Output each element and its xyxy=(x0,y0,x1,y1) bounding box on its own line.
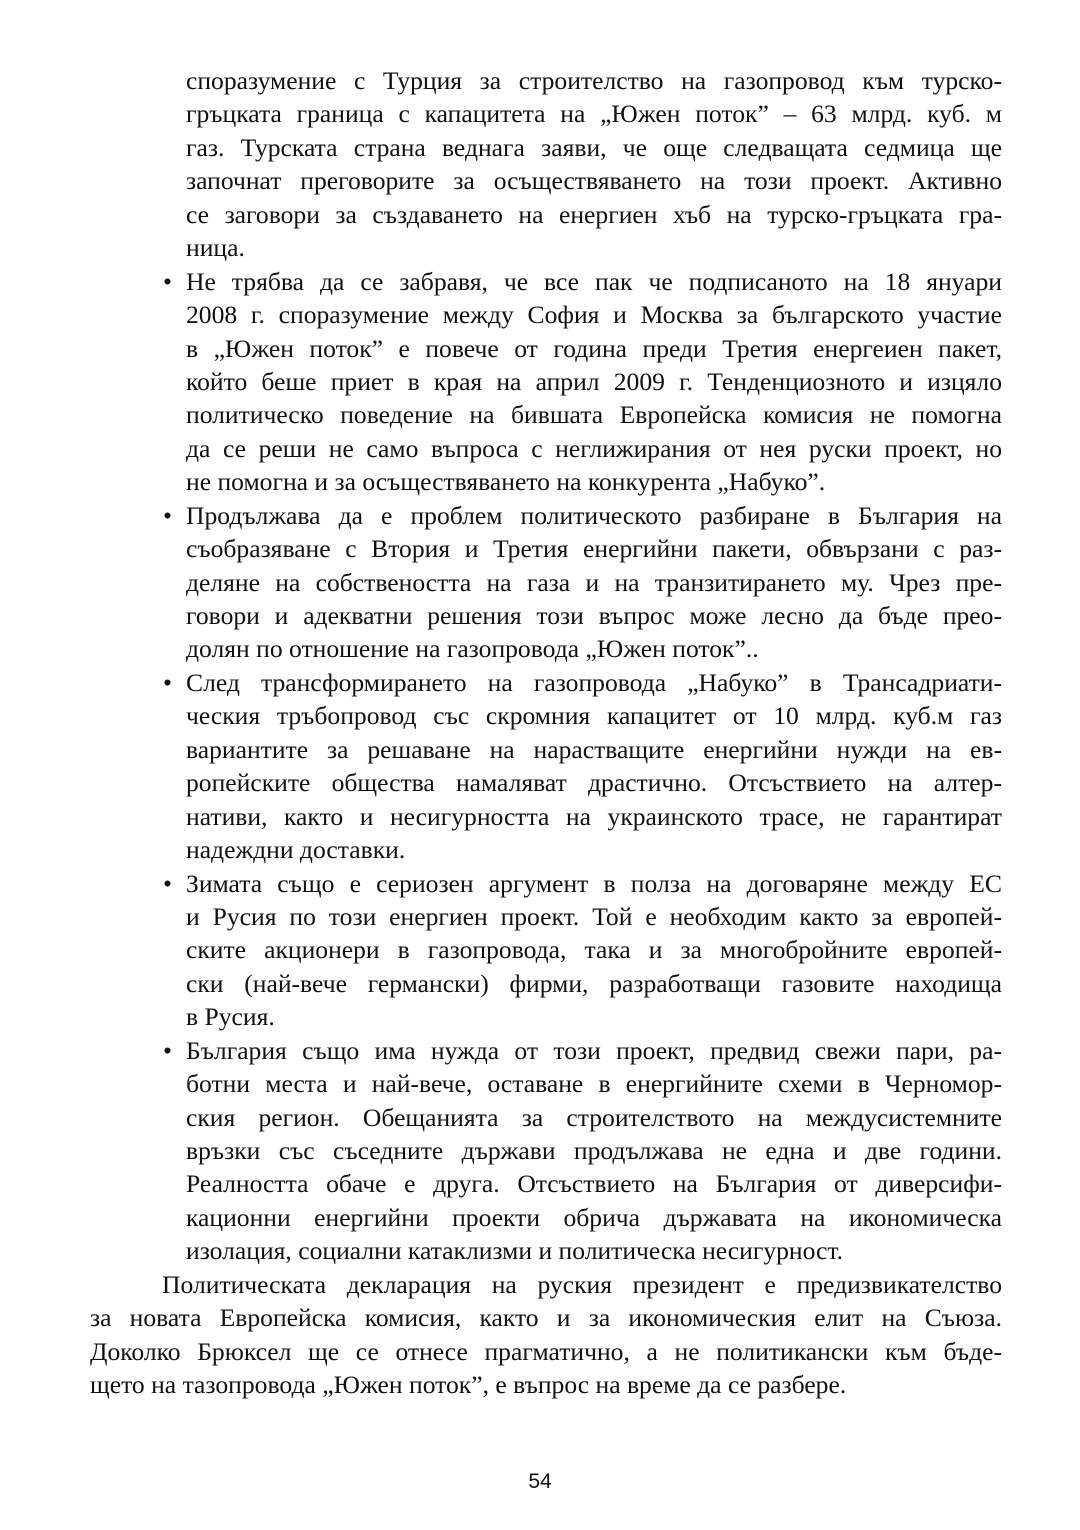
text-line: не помогна и за осъществяването на конкурента „Набуко”. xyxy=(186,467,826,497)
text-line: ропейските общества намаляват драстично. Отсъствието на алтер- xyxy=(186,768,1002,798)
text-line: в „Южен поток” е повече от година преди Третия енергеиен пакет, xyxy=(186,333,1002,363)
bullet-item xyxy=(90,867,1002,1034)
text-line: гръцката граница с капацитета на „Южен поток” – 63 млрд. куб. м xyxy=(186,99,1002,129)
text-line: в Русия. xyxy=(186,1002,275,1032)
text-line: Реалността обаче е друга. Отсъствието на България от диверсифи- xyxy=(186,1169,1002,1199)
text-line: ски (най-вече германски) фирми, разработващи газовите находища xyxy=(186,968,1002,998)
text-line: говори и адекватни решения този въпрос може лесно да бъде прео- xyxy=(186,601,1002,630)
text-line: Доколко Брюксел ще се отнесе прагматично, а не политикански към бъде- xyxy=(90,1336,1002,1366)
text-line: щето на тазопровода „Южен поток”, е въпрос на време да се разбере. xyxy=(90,1370,847,1400)
bullet-item xyxy=(90,666,1002,867)
text-line: Зимата също е сериозен аргумент в полза на договаряне между ЕС xyxy=(186,868,1002,898)
text-line: съобразяване с Втория и Третия енергийни пакети, обвързани с раз- xyxy=(186,534,1002,564)
bullet-item xyxy=(90,499,1002,666)
text-line: ботни места и най-вече, оставане в енергийните схеми в Черномор- xyxy=(186,1069,1002,1099)
text-line: Политическата декларация на руския президент е предизвикателство xyxy=(162,1269,1002,1299)
text-line: ческия тръбопровод със скромния капацитет от 10 млрд. куб.м газ xyxy=(186,701,1002,731)
bullet-icon: • xyxy=(163,868,172,898)
bullet-icon: • xyxy=(163,500,172,530)
text-line: изолация, социални катаклизми и политическа несигурност. xyxy=(186,1236,844,1266)
text-line: за новата Европейска комисия, както и за икономическия елит на Съюза. xyxy=(90,1303,1002,1333)
text-line: България също има нужда от този проект, предвид свежи пари, ра- xyxy=(186,1035,1002,1065)
text-line: и Русия по този енергиен проект. Той е необходим както за европей- xyxy=(186,901,1002,931)
text-line: който беше приет в края на април 2009 г. Тенденциозното и изцяло xyxy=(186,366,1002,396)
text-line: политическо поведение на бившата Европейска комисия не помогна xyxy=(186,400,1002,430)
text-line: надеждни доставки. xyxy=(186,835,406,865)
text-line: кационни енергийни проекти обрича държавата на икономическа xyxy=(186,1202,1002,1232)
text-line: ския регион. Обещанията за строителството на междусистемните xyxy=(186,1102,1002,1132)
paragraph xyxy=(90,64,1002,265)
text-line: вариантите за решаване на нарастващите енергийни нужди на ев- xyxy=(186,734,1002,764)
text-line: ница. xyxy=(186,233,245,263)
text-line: да се реши не само въпроса с неглижирания от нея руски проект, но xyxy=(186,433,1002,463)
text-line: споразумение с Турция за строителство на газопровод към турско- xyxy=(186,66,1002,95)
text-line: деляне на собствеността на газа и на транзитирането му. Чрез пре- xyxy=(186,567,1002,597)
text-line: връзки със съседните държави продължава не една и две години. xyxy=(186,1136,1002,1165)
text-line: нативи, както и несигурността на украинското трасе, не гарантират xyxy=(186,801,1002,831)
text-line: 2008 г. споразумение между София и Москва за българското участие xyxy=(186,300,1002,330)
bullet-icon: • xyxy=(163,266,172,296)
bullet-item xyxy=(90,265,1002,499)
text-line: долян по отношение на газопровода „Южен поток”.. xyxy=(186,634,759,664)
document-body xyxy=(90,64,1002,1402)
text-line: се заговори за създаването на енергиен хъб на турско-гръцката гра- xyxy=(186,199,1002,229)
bullet-icon: • xyxy=(163,1035,172,1065)
text-line: газ. Турската страна веднага заяви, че още следващата седмица ще xyxy=(186,132,1002,162)
text-line: започнат преговорите за осъществяването на този проект. Активно xyxy=(186,166,1002,196)
text-line: ските акционери в газопровода, така и за многобройните европей- xyxy=(186,935,1002,965)
text-line: Продължава да е проблем политическото разбиране в България на xyxy=(186,500,1002,530)
paragraph xyxy=(90,1268,1002,1402)
bullet-icon: • xyxy=(163,667,172,697)
text-line: След трансформирането на газопровода „Набуко” в Трансадриати- xyxy=(186,667,1002,697)
bullet-item xyxy=(90,1034,1002,1268)
page-number: 54 xyxy=(528,1470,552,1493)
text-line: Не трябва да се забравя, че все пак че подписаното на 18 януари xyxy=(186,266,1002,296)
